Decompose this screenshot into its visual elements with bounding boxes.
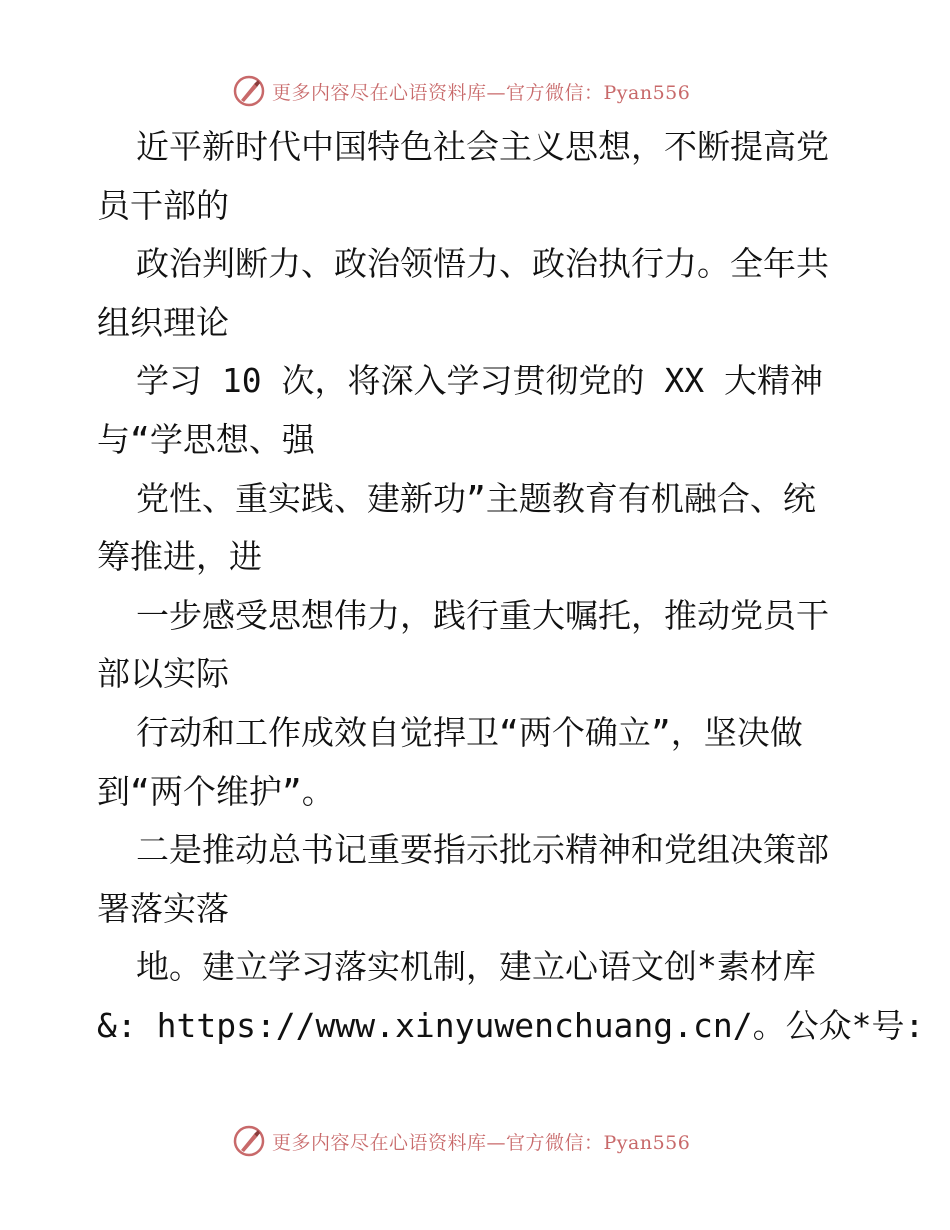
footer-watermark (232, 1121, 690, 1161)
text-line: 行动和工作成效自觉捍卫“两个确立”，坚决做 (136, 712, 803, 752)
text-line: 署落实落 (97, 888, 229, 928)
text-line: 地。建立学习落实机制，建立心语文创*素材库 (136, 947, 816, 987)
text-line: 学习 10 次，将深入学习贯彻党的 XX 大精神 (136, 361, 823, 401)
text-line: 组织理论 (97, 302, 229, 342)
text-line[interactable]: &: https://www.xinyuwenchuang.cn/。公众*号: (97, 1005, 925, 1045)
pen-logo-icon (232, 74, 266, 108)
header-watermark-text: 更多内容尽在心语资料库—官方微信：Pyan556 (272, 81, 691, 104)
text-line: 与“学思想、强 (97, 419, 315, 459)
text-line: 党性、重实践、建新功”主题教育有机融合、统 (136, 478, 816, 518)
header-watermark (232, 71, 690, 111)
text-line: 一步感受思想伟力，践行重大嘱托，推动党员干 (136, 595, 829, 635)
text-line: 政治判断力、政治领悟力、政治执行力。全年共 (136, 244, 829, 284)
text-line: 筹推进，进 (97, 537, 262, 577)
footer-watermark-text: 更多内容尽在心语资料库—官方微信：Pyan556 (272, 1131, 691, 1154)
text-line: 二是推动总书记重要指示批示精神和党组决策部 (136, 830, 829, 870)
document-body (97, 118, 925, 1056)
text-line: 到“两个维护”。 (97, 771, 335, 811)
text-line: 部以实际 (97, 654, 229, 694)
pen-logo-icon (232, 1124, 266, 1158)
text-line: 近平新时代中国特色社会主义思想，不断提高党 (136, 127, 829, 166)
text-line: 员干部的 (97, 185, 229, 225)
